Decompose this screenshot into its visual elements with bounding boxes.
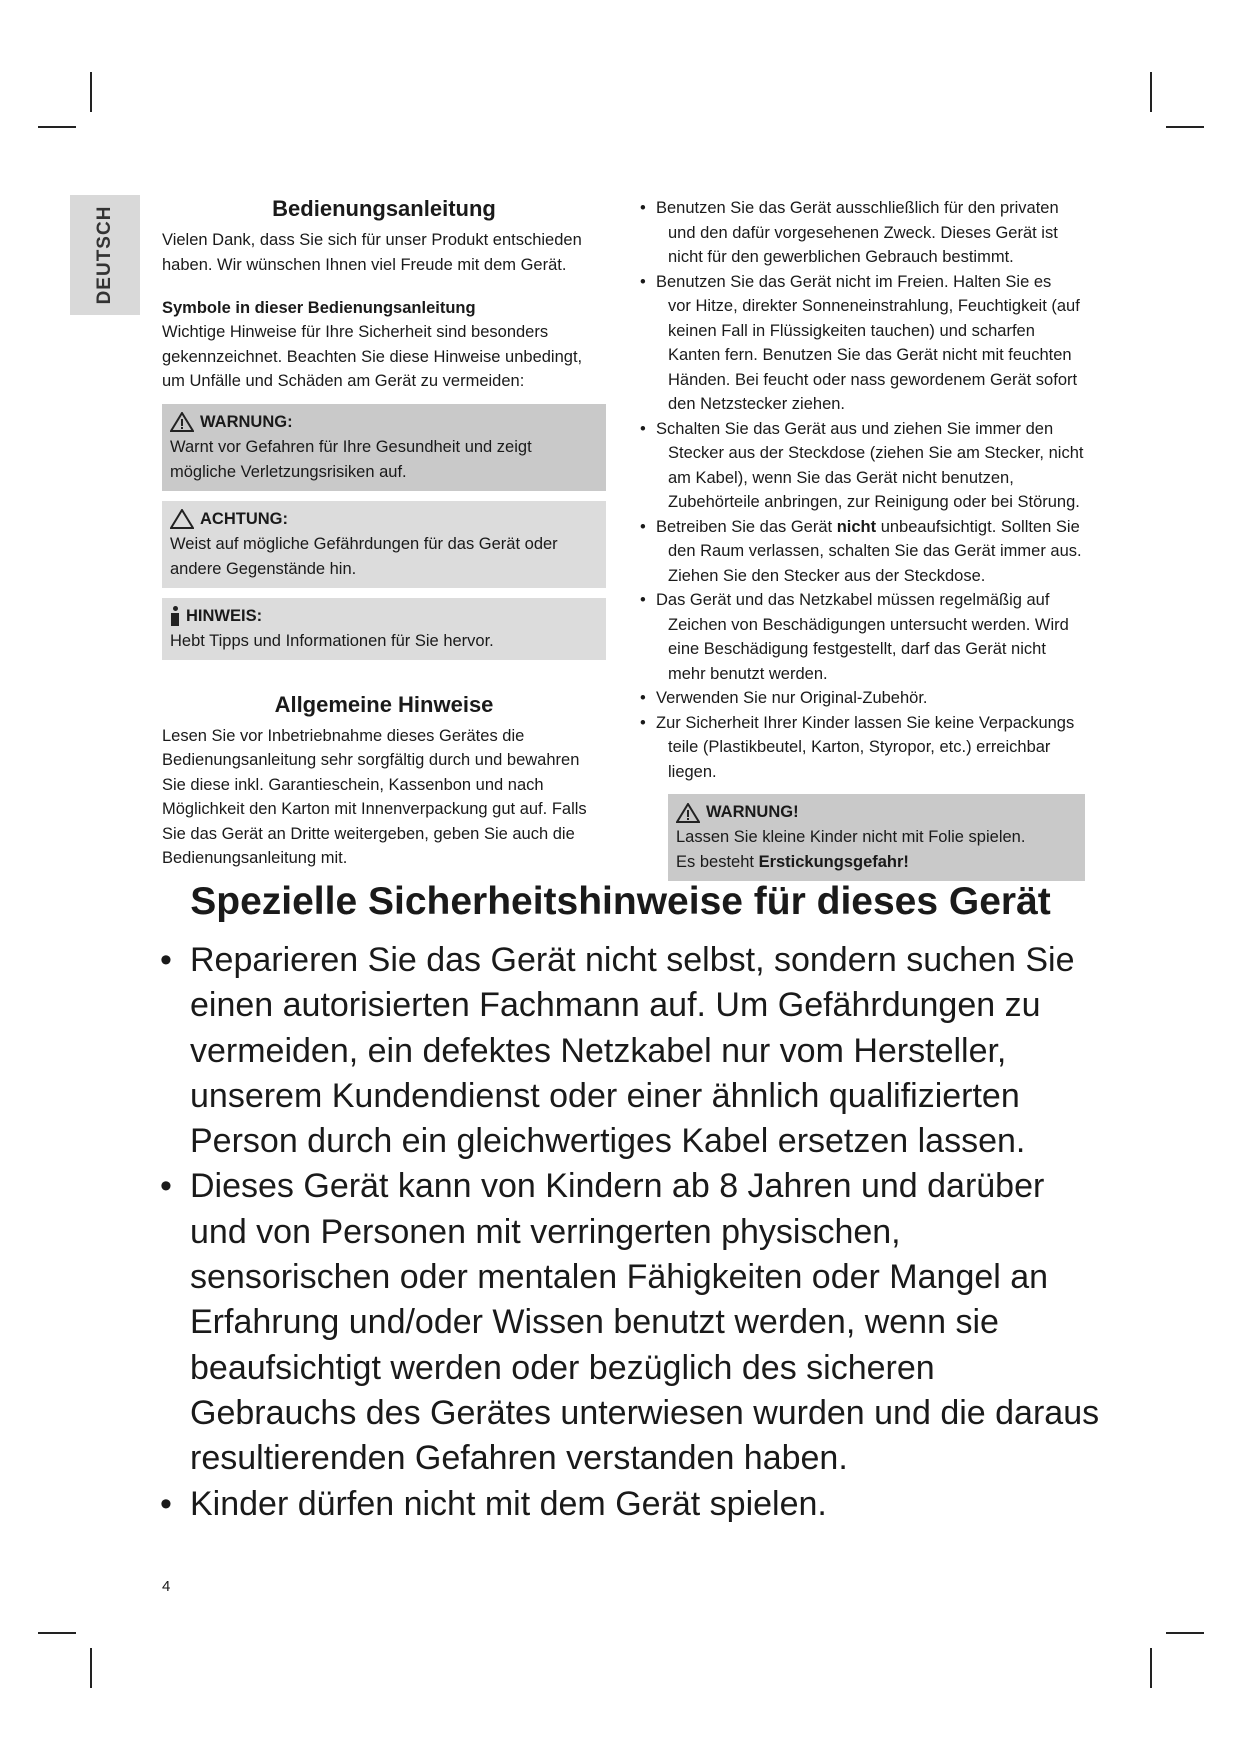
crop-mark: [1150, 1648, 1152, 1688]
language-tab-label: DEUTSCH: [94, 205, 115, 305]
warning-title: WARNUNG:: [200, 412, 293, 431]
list-item: • Das Gerät und das Netzkabel müssen regelmäßig auf Zeichen von Beschädigungen untersucht werden. Wird eine Beschädigung festgestellt, darf das Gerät nicht mehr benutzt werden.: [640, 591, 1069, 683]
manual-title: Bedienungsanleitung: [272, 196, 496, 221]
safety-list: [640, 196, 1085, 784]
note-title: HINWEIS:: [186, 606, 263, 625]
crop-mark: [1166, 1632, 1204, 1634]
caution-triangle-icon: [170, 509, 194, 529]
special-safety-list: [160, 938, 1100, 1527]
list-item: • Zur Sicherheit Ihrer Kinder lassen Sie keine Verpackungs teile (Plastikbeutel, Karton, Styropor, etc.) erreichbar liegen.: [640, 713, 1075, 781]
caution-title: ACHTUNG:: [200, 509, 288, 528]
special-safety-title: Spezielle Sicherheitshinweise für dieses Gerät: [190, 880, 1051, 923]
list-item: • Betreiben Sie das Gerät nicht unbeaufsichtigt. Sollten Sie den Raum verlassen, schalten Sie das Gerät immer aus. Ziehen Sie den Stecker aus der Steckdose.: [640, 517, 1082, 585]
caution-text: Weist auf mögliche Gefährdungen für das Gerät oder andere Gegenstände hin.: [170, 534, 558, 578]
general-text: Lesen Sie vor Inbetriebnahme dieses Gerätes die Bedienungsanleitung sehr sorgfältig durch und bewahren Sie diese inkl. Garantieschein, Kassenbon und nach Möglichkeit den Karton mit Innenverpackung gut auf. Falls Sie das Gerät an Dritte weitergeben, geben Sie auch die Bedienungsanleitung mit.: [162, 726, 587, 867]
symbols-text: Wichtige Hinweise für Ihre Sicherheit sind besonders gekennzeichnet. Beachten Sie diese Hinweise unbedingt, um Unfälle und Schäden am Gerät zu vermeiden:: [162, 323, 583, 390]
info-icon: [170, 606, 180, 626]
left-column: [162, 196, 606, 871]
crop-mark: [38, 1632, 76, 1634]
warning-triangle-icon: [676, 803, 700, 823]
warning-text: Warnt vor Gefahren für Ihre Gesundheit und zeigt mögliche Verletzungsrisiken auf.: [170, 437, 532, 481]
suffocation-warning-title: WARNUNG!: [706, 803, 799, 821]
list-item: • Verwenden Sie nur Original-Zubehör.: [640, 689, 928, 707]
note-box: [162, 598, 606, 660]
crop-mark: [90, 1648, 92, 1688]
suffocation-warning-box: [668, 794, 1085, 881]
page-number: 4: [162, 1578, 171, 1595]
warning-triangle-icon: [170, 412, 194, 432]
right-column: [640, 196, 1085, 881]
general-heading: Allgemeine Hinweise: [274, 691, 494, 717]
list-item: • Reparieren Sie das Gerät nicht selbst, sondern suchen Sie einen autorisierten Fachmann auf. Um Gefährdungen zu vermeiden, ein defektes Netzkabel nur vom Hersteller, unserem Kundendienst oder einer ähnlich qualifizierten Person durch ein gleichwertiges Kabel ersetzen lassen.: [160, 941, 1075, 1161]
list-item: • Benutzen Sie das Gerät nicht im Freien. Halten Sie es vor Hitze, direkter Sonneneinstrahlung, Feuchtigkeit (auf keinen Fall in Flüssigkeiten tauchen) und scharfen Kanten fern. Benutzen Sie das Gerät nicht mit feuchten Händen. Bei feucht oder nass gewordenem Gerät sofort den Netzstecker ziehen.: [640, 272, 1080, 413]
crop-mark: [90, 72, 92, 112]
crop-mark: [38, 126, 76, 128]
list-item: • Benutzen Sie das Gerät ausschließlich für den privaten und den dafür vorgesehenen Zweck. Dieses Gerät ist nicht für den gewerblichen Gebrauch bestimmt.: [640, 199, 1059, 266]
caution-box: [162, 501, 606, 588]
crop-mark: [1150, 72, 1152, 112]
crop-mark: [1166, 126, 1204, 128]
list-item: • Dieses Gerät kann von Kindern ab 8 Jahren und darüber und von Personen mit verringerten physischen, sensorischen oder mentalen Fähigkeiten oder Mangel an Erfahrung und/oder Wissen benutzt werden, wenn sie beaufsichtigt werden oder bezüglich des sicheren Gebrauchs des Gerätes unterwiesen wurden und die daraus resultierenden Gefahren verstanden haben.: [160, 1167, 1100, 1478]
warning-box: [162, 404, 606, 491]
note-text: Hebt Tipps und Informationen für Sie hervor.: [170, 631, 494, 650]
suffocation-warning-line2: Es besteht Erstickungsgefahr!: [676, 853, 909, 871]
list-item: • Kinder dürfen nicht mit dem Gerät spielen.: [160, 1484, 827, 1523]
intro-text: Vielen Dank, dass Sie sich für unser Produkt entschieden haben. Wir wünschen Ihnen viel Freude mit dem Gerät.: [162, 231, 582, 274]
list-item: • Schalten Sie das Gerät aus und ziehen Sie immer den Stecker aus der Steckdose (ziehen Sie am Stecker, nicht am Kabel), wenn Sie das Gerät nicht benutzen, Zubehörteile anbringen, zur Reinigung oder bei Störung.: [640, 419, 1084, 511]
suffocation-warning-line1: Lassen Sie kleine Kinder nicht mit Folie spielen.: [676, 828, 1026, 846]
symbols-heading: Symbole in dieser Bedienungsanleitung: [162, 299, 476, 317]
